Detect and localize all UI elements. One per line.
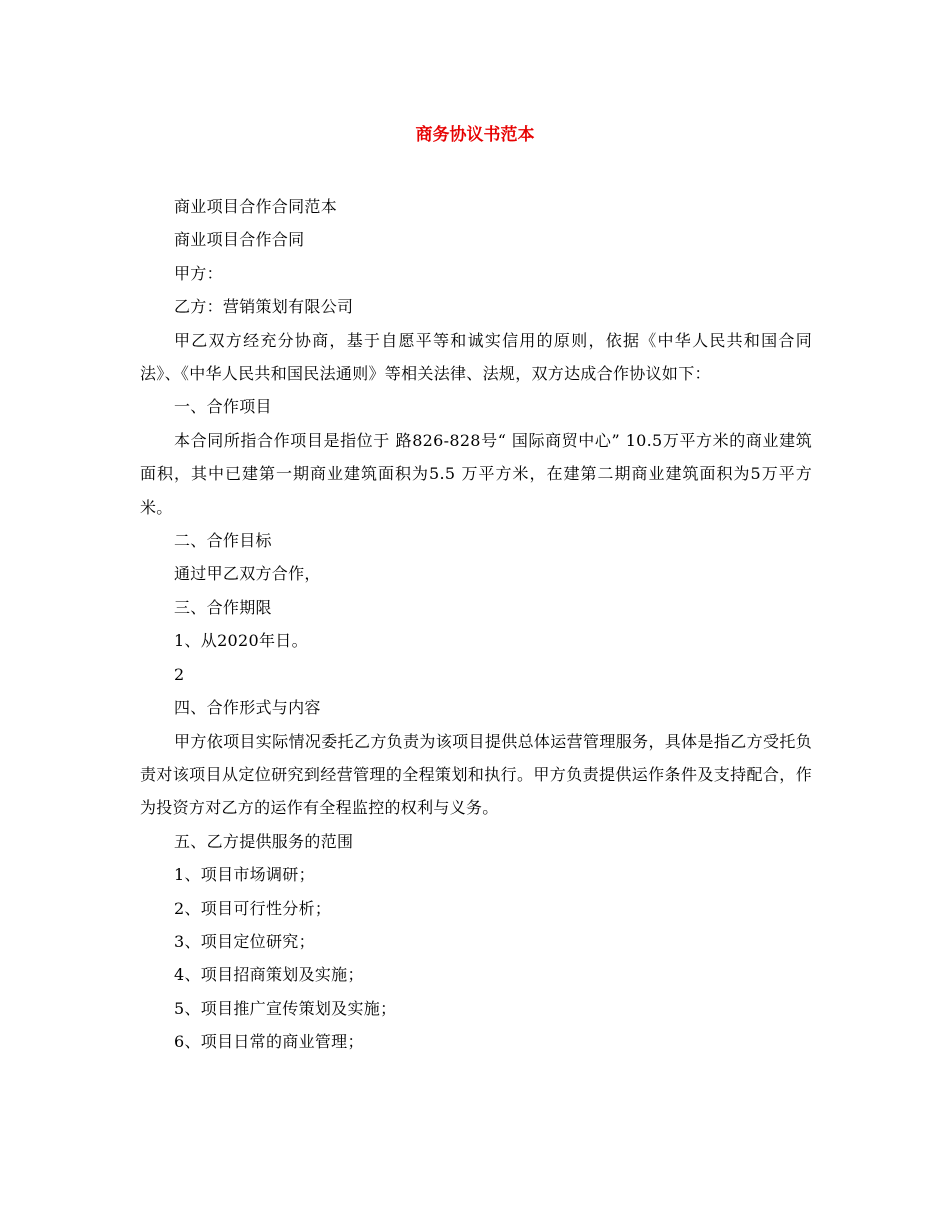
document-body: [140, 190, 812, 1059]
paragraph: 商业项目合作合同: [174, 230, 305, 250]
paragraph: 甲乙双方经充分协商，基于自愿平等和诚实信用的原则，依据《中华人民共和国合同法》、《中华人民共和国民法通则》等相关法律、法规，双方达成合作协议如下：: [140, 330, 812, 384]
paragraph: 通过甲乙双方合作，: [174, 564, 321, 584]
paragraph: 乙方：营销策划有限公司: [174, 297, 354, 317]
section-heading: 二、合作目标: [174, 531, 272, 551]
section-heading: 五、乙方提供服务的范围: [174, 831, 354, 851]
section-heading: 一、合作项目: [174, 397, 272, 417]
list-item: 6、项目日常的商业管理；: [174, 1032, 364, 1052]
section-heading: 四、合作形式与内容: [174, 698, 321, 718]
list-item: 4、项目招商策划及实施；: [174, 965, 364, 985]
list-item: 2: [174, 664, 185, 684]
paragraph: 商业项目合作合同范本: [174, 197, 338, 216]
paragraph: 甲方：: [174, 263, 223, 283]
document-title: 商务协议书范本: [415, 125, 535, 145]
list-item: 5、项目推广宣传策划及实施；: [174, 998, 397, 1018]
list-item: 1、从2020年日。: [174, 631, 308, 651]
section-heading: 三、合作期限: [174, 597, 272, 617]
list-item: 2、项目可行性分析；: [174, 898, 332, 918]
list-item: 3、项目定位研究；: [174, 931, 315, 951]
paragraph: 甲方依项目实际情况委托乙方负责为该项目提供总体运营管理服务，具体是指乙方受托负责对该项目从定位研究到经营管理的全程策划和执行。甲方负责提供运作条件及支持配合，作为投资方对乙方的运作有全程监控的权利与义务。: [140, 731, 812, 818]
paragraph: 本合同所指合作项目是指位于 路826-828号“ 国际商贸中心” 10.5万平方米的商业建筑面积，其中已建第一期商业建筑面积为5.5 万平方米，在建第二期商业建筑面积为5万平方米。: [140, 430, 812, 517]
list-item: 1、项目市场调研；: [174, 865, 315, 885]
